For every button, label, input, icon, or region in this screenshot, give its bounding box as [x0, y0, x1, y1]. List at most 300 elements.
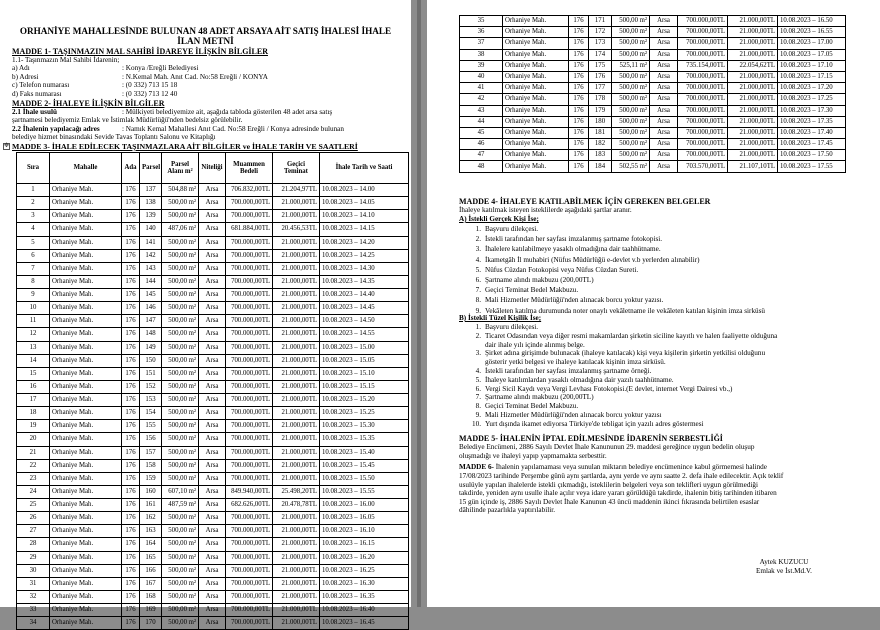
table-row — [17, 617, 409, 630]
table-cell: 21.000,00TL — [273, 538, 320, 551]
table-row — [460, 38, 846, 49]
table-cell: 700.000,00TL — [226, 538, 273, 551]
table-cell: 164 — [140, 538, 162, 551]
table-cell: 10.08.2023 – 14.50 — [320, 315, 409, 328]
table-row — [17, 446, 409, 459]
list-number: 10. — [472, 419, 481, 428]
table-cell: 21.000,00TL — [273, 590, 320, 603]
table-cell: 176 — [122, 617, 140, 630]
table-cell: 500,00 m² — [162, 275, 199, 288]
table-cell: 17 — [17, 394, 50, 407]
table-cell: 10.08.2023 – 17.40 — [778, 127, 846, 138]
table-cell: Arsa — [199, 590, 226, 603]
table-cell: 12 — [17, 328, 50, 341]
table-cell: 176 — [122, 485, 140, 498]
table-cell: 21.000,00TL — [273, 512, 320, 525]
table-row — [17, 499, 409, 512]
table-cell: 500,00 m² — [162, 472, 199, 485]
list-text: Mali Hizmetler Müdürlüğü'nden alınacak borcu yoktur yazısı. — [485, 296, 664, 305]
table-cell: 10.08.2023 – 17.35 — [778, 116, 846, 127]
madde2-ihale-usulu-key: 2.1 İhale usulü — [12, 108, 57, 116]
table-cell: 154 — [140, 407, 162, 420]
table-cell: Arsa — [650, 38, 678, 49]
table-cell: 10.08.2023 – 14.45 — [320, 302, 409, 315]
table-cell: 176 — [122, 551, 140, 564]
table-cell: 21.000,00TL — [273, 407, 320, 420]
list-number: 3. — [475, 245, 481, 254]
table-cell: Orhaniye Mah. — [503, 83, 569, 94]
table-cell: 10.08.2023 – 16.40 — [320, 604, 409, 617]
table-cell: 21.000,00TL — [728, 139, 778, 150]
madde4-b-item — [467, 402, 578, 410]
table-cell: Orhaniye Mah. — [50, 472, 122, 485]
table-cell: 137 — [140, 184, 162, 197]
table-cell: 500,00 m² — [162, 236, 199, 249]
table-cell: 500,00 m² — [612, 105, 650, 116]
table-cell: 21.000,00TL — [273, 197, 320, 210]
table-cell: 21.000,00TL — [273, 315, 320, 328]
table-cell: 182 — [589, 139, 612, 150]
table-cell: 43 — [460, 105, 503, 116]
table-cell: 159 — [140, 472, 162, 485]
table-cell: 10.08.2023 – 17.15 — [778, 71, 846, 82]
list-number: 8. — [475, 296, 481, 305]
list-text: Başvuru dilekçesi. — [485, 225, 539, 233]
table-cell: 143 — [140, 262, 162, 275]
table-cell: 157 — [140, 446, 162, 459]
table-cell: 8 — [17, 275, 50, 288]
table-cell: 7 — [17, 262, 50, 275]
table-cell: 176 — [122, 590, 140, 603]
table-cell: 700.000,00TL — [678, 83, 728, 94]
table-cell: 20.456,53TL — [273, 223, 320, 236]
table-cell: 10.08.2023 – 17.00 — [778, 38, 846, 49]
madde4-b-item — [467, 341, 585, 349]
table-cell: Orhaniye Mah. — [50, 315, 122, 328]
list-text: Nüfus Cüzdan Fotokopisi veya Nüfus Cüzdan Sureti. — [485, 265, 639, 274]
parcel-table-part-2 — [459, 15, 846, 173]
list-text: Şartname alındı makbuzu (200,00TL) — [485, 393, 594, 402]
table-cell: 176 — [122, 328, 140, 341]
table-cell: Orhaniye Mah. — [503, 139, 569, 150]
table-cell: 156 — [140, 433, 162, 446]
table-cell: 44 — [460, 116, 503, 127]
table-cell: 21.000,00TL — [273, 459, 320, 472]
madde2-salon-line: belediye hizmet binasındaki Sevide Tavas Toplantı Salonu ve Kitaplığı — [12, 133, 216, 141]
table-cell: Arsa — [199, 459, 226, 472]
table-cell: Arsa — [199, 367, 226, 380]
table-cell: 176 — [569, 27, 589, 38]
table-cell: 700.000,00TL — [226, 302, 273, 315]
table-cell: 20 — [17, 433, 50, 446]
table-row — [17, 367, 409, 380]
table-cell: Orhaniye Mah. — [50, 302, 122, 315]
table-cell: 500,00 m² — [162, 590, 199, 603]
list-number: 2. — [475, 331, 481, 340]
table-cell: 21.204,97TL — [273, 184, 320, 197]
table-cell: 21.000,00TL — [273, 472, 320, 485]
table-cell: 700.000,00TL — [226, 328, 273, 341]
table-cell: 700.000,00TL — [226, 590, 273, 603]
table-cell: 700.000,00TL — [678, 49, 728, 60]
table-cell: 26 — [17, 512, 50, 525]
madde6-line: 17/08/2023 tarihinde Perşembe günü aynı şartlarda, aynı yerde ve aynı saatte 2. defa ihale edilecektir. Açık teklif — [459, 472, 784, 480]
table-row — [17, 512, 409, 525]
table-cell: 176 — [122, 236, 140, 249]
table-cell: Orhaniye Mah. — [50, 354, 122, 367]
list-text: Geçici Teminat Bedel Makbuzu. — [485, 402, 579, 411]
table-cell: 681.884,00TL — [226, 223, 273, 236]
table-cell: 10.08.2023 – 15.10 — [320, 367, 409, 380]
table-cell: 700.000,00TL — [226, 236, 273, 249]
table-cell: 139 — [140, 210, 162, 223]
table-cell: 40 — [460, 71, 503, 82]
table-row — [17, 223, 409, 236]
table-cell: 144 — [140, 275, 162, 288]
table-cell: 500,00 m² — [612, 27, 650, 38]
table-cell: Arsa — [199, 302, 226, 315]
table-row — [460, 49, 846, 60]
table-cell: 21.000,00TL — [273, 604, 320, 617]
table-cell: Orhaniye Mah. — [50, 551, 122, 564]
table-cell: 21.000,00TL — [728, 105, 778, 116]
table-cell: Orhaniye Mah. — [50, 564, 122, 577]
madde1-row-value: : (0 332) 713 12 40 — [122, 89, 178, 98]
table-cell: 167 — [140, 577, 162, 590]
table-cell: 176 — [569, 116, 589, 127]
table-cell: 700.000,00TL — [226, 433, 273, 446]
table-cell: 706.832,00TL — [226, 184, 273, 197]
madde4-b-item — [467, 420, 704, 428]
table-cell: 500,00 m² — [162, 551, 199, 564]
table-cell: 10.08.2023 – 16.15 — [320, 538, 409, 551]
table-cell: Orhaniye Mah. — [503, 161, 569, 172]
table-cell: Orhaniye Mah. — [503, 38, 569, 49]
table-cell: 700.000,00TL — [678, 116, 728, 127]
madde4-a-item — [467, 256, 700, 264]
table-cell: 700.000,00TL — [678, 38, 728, 49]
table-cell: 34 — [17, 617, 50, 630]
table-cell: 176 — [589, 71, 612, 82]
list-number: 6. — [475, 384, 481, 393]
table-row — [17, 315, 409, 328]
table-cell: 37 — [460, 38, 503, 49]
table-row — [460, 83, 846, 94]
list-number: 4. — [475, 367, 481, 375]
table-row — [460, 150, 846, 161]
table-cell: Arsa — [650, 83, 678, 94]
table-cell: 20.478,78TL — [273, 499, 320, 512]
table-cell: Orhaniye Mah. — [50, 394, 122, 407]
table-cell: 176 — [122, 499, 140, 512]
signature-title: Emlak ve İst.Md.V. — [756, 567, 812, 575]
madde4-b-title: B) İstekli Tüzel Kişilik İse; — [459, 314, 542, 322]
madde1-row-key: b) Adresi — [12, 72, 39, 81]
table-cell: 10.08.2023 – 15.25 — [320, 407, 409, 420]
table-cell: 36 — [460, 27, 503, 38]
table-cell: 176 — [569, 105, 589, 116]
table-cell: Orhaniye Mah. — [503, 71, 569, 82]
table-cell: 1 — [17, 184, 50, 197]
table-cell: Arsa — [199, 289, 226, 302]
table-cell: 21.000,00TL — [728, 116, 778, 127]
table-cell: 25 — [17, 499, 50, 512]
table-cell: Orhaniye Mah. — [50, 367, 122, 380]
table-row — [17, 302, 409, 315]
table-cell: 500,00 m² — [162, 459, 199, 472]
madde1-heading: MADDE 1- TAŞINMAZIN MAL SAHİBİ İDAREYE İLİŞKİN BİLGİLER — [12, 47, 268, 56]
table-cell: 18 — [17, 407, 50, 420]
table-header-cell: Parsel Alanı m² — [162, 153, 199, 184]
table-cell: 174 — [589, 49, 612, 60]
table-cell: 146 — [140, 302, 162, 315]
table-cell: 700.000,00TL — [226, 512, 273, 525]
list-number: 9. — [475, 306, 481, 315]
table-cell: Orhaniye Mah. — [503, 49, 569, 60]
table-cell: 500,00 m² — [162, 433, 199, 446]
table-cell: 10.08.2023 – 14.10 — [320, 210, 409, 223]
list-text: gösterir yetki belgesi ve ihaleye katılacak kişinin imza sirküsü. — [485, 358, 666, 367]
table-cell: 38 — [460, 49, 503, 60]
table-cell: 22.054,62TL — [728, 60, 778, 71]
table-row — [17, 341, 409, 354]
table-header-cell: Ada — [122, 153, 140, 184]
table-cell: 176 — [569, 139, 589, 150]
table-cell: Orhaniye Mah. — [50, 577, 122, 590]
table-row — [17, 262, 409, 275]
table-row — [17, 590, 409, 603]
table-cell: 24 — [17, 485, 50, 498]
table-cell: Orhaniye Mah. — [50, 420, 122, 433]
table-cell: Arsa — [199, 472, 226, 485]
table-cell: 700.000,00TL — [678, 27, 728, 38]
list-number: 7. — [475, 393, 481, 402]
table-cell: Orhaniye Mah. — [50, 407, 122, 420]
table-cell: Arsa — [199, 249, 226, 262]
table-cell: Orhaniye Mah. — [503, 127, 569, 138]
table-cell: 176 — [569, 49, 589, 60]
table-cell: 41 — [460, 83, 503, 94]
table-cell: 21.000,00TL — [273, 236, 320, 249]
madde4-a-title: A) İstekli Gerçek Kişi İse; — [459, 215, 539, 223]
table-cell: 176 — [569, 60, 589, 71]
table-cell: Orhaniye Mah. — [50, 210, 122, 223]
table-cell: 6 — [17, 249, 50, 262]
table-cell: 151 — [140, 367, 162, 380]
table-cell: 500,00 m² — [612, 49, 650, 60]
table-cell: 500,00 m² — [612, 116, 650, 127]
table-row — [17, 249, 409, 262]
table-cell: 500,00 m² — [162, 407, 199, 420]
table-cell: 10.08.2023 – 16.45 — [320, 617, 409, 630]
madde4-b-item — [467, 349, 765, 357]
madde4-a-item — [467, 225, 538, 233]
list-number: 1. — [475, 225, 481, 233]
table-cell: 176 — [122, 459, 140, 472]
list-text: Şirket adına girişimde bulunacak (ihaleye katılacak) kişi veya kişilerin şirketin yetkilisi olduğunu — [485, 349, 766, 358]
table-cell: Orhaniye Mah. — [50, 341, 122, 354]
table-cell: 21.000,00TL — [273, 394, 320, 407]
parcel-table-part-1 — [16, 152, 409, 630]
madde2-heading: MADDE 2- İHALEYE İLİŞKİN BİLGİLER — [12, 99, 165, 108]
table-cell: Orhaniye Mah. — [503, 116, 569, 127]
table-cell: 3 — [17, 210, 50, 223]
table-cell: 735.154,00TL — [678, 60, 728, 71]
table-cell: 700.000,00TL — [226, 577, 273, 590]
table-cell: 682.626,00TL — [226, 499, 273, 512]
madde4-a-item — [467, 296, 663, 304]
madde3-heading: MADDE 3- İHALE EDİLECEK TAŞINMAZLARA AİT BİLGİLER ve İHALE TARİH VE SAATLERİ — [12, 142, 358, 151]
madde2-ihale-usulu-value: : Mülkiyeti belediyemize ait, aşağıda tabloda gösterilen 48 adet arsa satış — [122, 108, 333, 116]
document-title-line-2: İLAN METNİ — [177, 36, 234, 46]
table-cell: 700.000,00TL — [226, 341, 273, 354]
table-cell: 500,00 m² — [162, 446, 199, 459]
table-cell: 700.000,00TL — [226, 446, 273, 459]
madde2-adres-key: 2.2 İhalenin yapılacağı adres — [12, 125, 100, 133]
table-cell: Arsa — [199, 538, 226, 551]
table-cell: 487,06 m² — [162, 223, 199, 236]
table-row — [17, 551, 409, 564]
table-cell: Arsa — [199, 512, 226, 525]
table-cell: Arsa — [199, 315, 226, 328]
table-cell: 27 — [17, 525, 50, 538]
table-cell: 9 — [17, 289, 50, 302]
table-cell: 700.000,00TL — [678, 94, 728, 105]
table-cell: 176 — [122, 446, 140, 459]
table-cell: Orhaniye Mah. — [503, 27, 569, 38]
table-header-cell: Mahalle — [50, 153, 122, 184]
table-cell: 15 — [17, 367, 50, 380]
madde4-b-item — [467, 358, 666, 366]
table-header-cell: Geçici Teminat — [273, 153, 320, 184]
table-cell: 700.000,00TL — [226, 367, 273, 380]
signature-name: Aytek KUZUCU — [759, 558, 809, 566]
table-cell: 10.08.2023 – 14.40 — [320, 289, 409, 302]
table-cell: 10.08.2023 – 14.35 — [320, 275, 409, 288]
table-cell: Orhaniye Mah. — [50, 249, 122, 262]
table-row — [17, 538, 409, 551]
table-cell: 10.08.2023 – 15.35 — [320, 433, 409, 446]
table-cell: 183 — [589, 150, 612, 161]
list-number: 7. — [475, 286, 481, 295]
table-move-handle-icon[interactable]: ✥ — [4, 143, 10, 149]
table-cell: Orhaniye Mah. — [50, 459, 122, 472]
list-text: Mali Hizmetler Müdürlüğü'nden alınacak borcu yoktur yazısı — [485, 411, 662, 419]
table-cell: 176 — [122, 184, 140, 197]
table-cell: 21.000,00TL — [273, 446, 320, 459]
table-cell: 10.08.2023 – 14.00 — [320, 184, 409, 197]
table-cell: 21.000,00TL — [273, 617, 320, 630]
list-text: Ticaret Odasından veya diğer resmi makamlardan şirketin siciline kayıtlı ve halen faaliyette olduğuna — [485, 331, 778, 340]
table-cell: Arsa — [199, 275, 226, 288]
table-cell: 176 — [122, 472, 140, 485]
table-cell: 5 — [17, 236, 50, 249]
table-cell: 14 — [17, 354, 50, 367]
table-cell: 10.08.2023 – 15.40 — [320, 446, 409, 459]
table-cell: 176 — [122, 197, 140, 210]
table-cell: 700.000,00TL — [226, 472, 273, 485]
table-cell: 700.000,00TL — [226, 315, 273, 328]
table-cell: 160 — [140, 485, 162, 498]
table-cell: 500,00 m² — [162, 315, 199, 328]
table-cell: 153 — [140, 394, 162, 407]
list-number: 3. — [475, 349, 481, 358]
table-row — [17, 289, 409, 302]
table-cell: Orhaniye Mah. — [503, 94, 569, 105]
table-row — [17, 420, 409, 433]
table-cell: 607,10 m² — [162, 485, 199, 498]
list-number: 8. — [475, 402, 481, 411]
table-cell: 142 — [140, 249, 162, 262]
madde4-a-item — [467, 266, 638, 274]
table-cell: 176 — [122, 604, 140, 617]
table-cell: 46 — [460, 139, 503, 150]
table-cell: 23 — [17, 472, 50, 485]
table-cell: 21.000,00TL — [273, 525, 320, 538]
table-row — [17, 604, 409, 617]
table-row — [460, 161, 846, 172]
table-cell: Orhaniye Mah. — [50, 446, 122, 459]
table-cell: Arsa — [199, 564, 226, 577]
table-cell: 181 — [589, 127, 612, 138]
table-cell: 10.08.2023 – 15.00 — [320, 341, 409, 354]
table-cell: Orhaniye Mah. — [503, 105, 569, 116]
table-cell: 176 — [122, 354, 140, 367]
madde1-intro: 1.1- Taşınmazın Mal Sahibi İdarenin; — [12, 56, 120, 64]
table-cell: 158 — [140, 459, 162, 472]
table-cell: 176 — [569, 16, 589, 27]
table-row — [17, 433, 409, 446]
madde5-line: oluşmadığı ve ihaleyi yapıp yapmamakta serbesttir. — [459, 451, 607, 460]
document-title-line-1: ORHANİYE MAHALLESİNDE BULUNAN 48 ADET ARSAYA AİT SATIŞ İHALESİ İHALE — [19, 26, 392, 36]
table-cell: 500,00 m² — [612, 94, 650, 105]
table-cell: 500,00 m² — [612, 127, 650, 138]
table-cell: 21.000,00TL — [273, 328, 320, 341]
table-cell: 13 — [17, 341, 50, 354]
table-cell: Arsa — [199, 433, 226, 446]
table-cell: 10.08.2023 – 16.25 — [320, 564, 409, 577]
table-cell: 152 — [140, 380, 162, 393]
table-cell: 500,00 m² — [162, 289, 199, 302]
table-cell: 177 — [589, 83, 612, 94]
table-cell: Arsa — [199, 236, 226, 249]
table-cell: 179 — [589, 105, 612, 116]
table-cell: 28 — [17, 538, 50, 551]
table-cell: 25.498,20TL — [273, 485, 320, 498]
table-cell: 166 — [140, 564, 162, 577]
madde2-adres-value: : Namık Kemal Mahallesi Anıt Cad. No:58 Ereğli / Konya adresinde bulunan — [122, 125, 344, 133]
table-cell: 2 — [17, 197, 50, 210]
table-cell: 21.000,00TL — [273, 341, 320, 354]
table-row — [17, 472, 409, 485]
table-cell: 700.000,00TL — [226, 197, 273, 210]
list-number: 9. — [475, 411, 481, 419]
table-cell: 500,00 m² — [162, 380, 199, 393]
table-cell: Arsa — [199, 380, 226, 393]
table-cell: Arsa — [199, 525, 226, 538]
madde4-b-item — [467, 323, 538, 331]
table-cell: 176 — [122, 525, 140, 538]
table-cell: Orhaniye Mah. — [503, 60, 569, 71]
table-cell: 10.08.2023 – 16.10 — [320, 525, 409, 538]
table-cell: 700.000,00TL — [226, 617, 273, 630]
table-cell: 500,00 m² — [162, 262, 199, 275]
table-cell: Arsa — [650, 16, 678, 27]
table-cell: 169 — [140, 604, 162, 617]
table-cell: 176 — [122, 249, 140, 262]
madde2-sartname-line: şartnamesi belediyemiz Emlak ve İstimlak Müdürlüğü'nden bedelsiz görülebilir. — [12, 116, 243, 124]
table-cell: 176 — [122, 262, 140, 275]
